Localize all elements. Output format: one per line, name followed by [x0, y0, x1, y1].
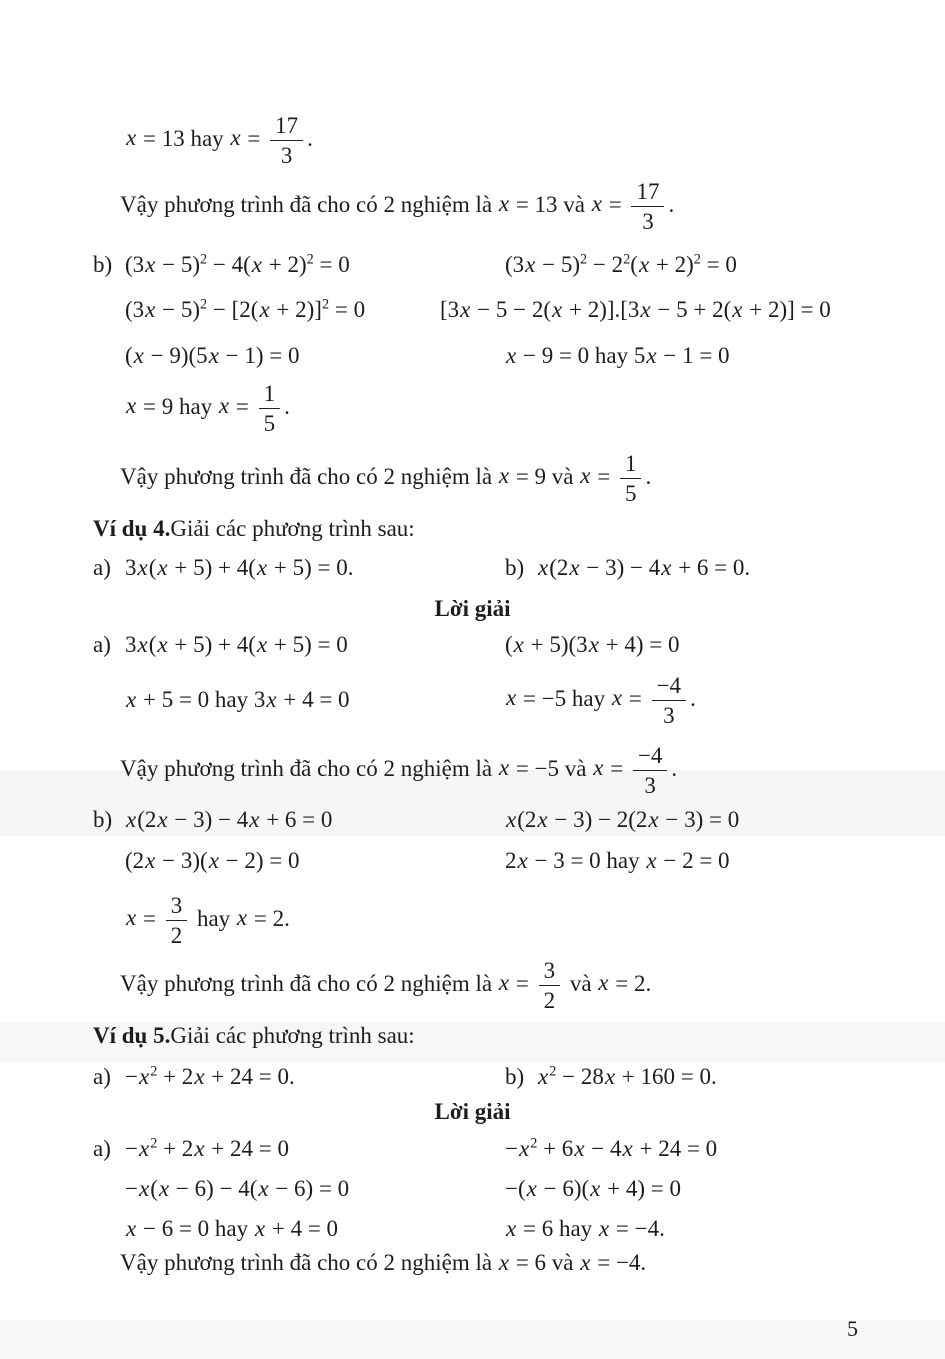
equation: (x − 9)(5x − 1) = 0: [125, 343, 300, 368]
math-line-roots: [93, 892, 935, 948]
equation: $-x^2 + 6x - 4x + 24 = 0$: [505, 1135, 718, 1161]
equation: x(2x − 3) − 4x + 6 = 0.: [538, 555, 751, 580]
equation: x = 6 hay x = −4.: [506, 1216, 665, 1241]
item-label: a): [93, 632, 111, 657]
solution-step-row: [93, 801, 935, 839]
item-label: b): [505, 555, 525, 580]
left-cell: [93, 1216, 505, 1242]
sentence: Vậy phương trình đã cho có 2 nghiệm là x = 9 và x = $\frac{1}{5}$ .: [120, 450, 652, 506]
page-number: 5: [847, 1316, 858, 1341]
equation: x(2x − 3) − 2(2x − 3) = 0: [506, 807, 740, 832]
scan-band: [0, 1320, 945, 1359]
solution-heading: [0, 594, 945, 624]
example-title-text: Giải các phương trình sau:: [170, 516, 415, 541]
solution-step-row: [93, 842, 935, 880]
left-cell: [93, 1136, 505, 1162]
equation: (x + 5)(3x + 4) = 0: [505, 632, 680, 657]
conclusion-sentence: [93, 178, 935, 234]
example5-questions: [93, 1060, 935, 1094]
example-title-text: Giải các phương trình sau:: [170, 1023, 415, 1048]
conclusion-sentence: [93, 450, 935, 506]
right-cell: [505, 632, 680, 658]
solution-step-row: [93, 291, 935, 329]
sentence: Vậy phương trình đã cho có 2 nghiệm là x = 6 và x = −4.: [120, 1250, 647, 1275]
sentence: Vậy phương trình đã cho có 2 nghiệm là x = −5 và x = $\frac{-4}{3}$ .: [120, 742, 678, 798]
equation: $(3x - 5)^2 - 2^2(x + 2)^2 = 0$: [505, 251, 737, 277]
left-cell: [93, 687, 505, 713]
equation: (2x − 3)(x − 2) = 0: [125, 848, 300, 873]
sentence: Vậy phương trình đã cho có 2 nghiệm là x = 13 và x = $\frac{17}{3}$ .: [120, 178, 675, 234]
right-cell: [505, 1216, 665, 1242]
item-label: b): [505, 1064, 525, 1089]
equation: $(3x - 5)^2 - 4(x + 2)^2 = 0$: [125, 251, 350, 277]
equation: x = −5 hay x = $\frac{-4}{3}$ .: [506, 672, 696, 728]
solution-step-row: [93, 1171, 935, 1207]
equation: x = 13 hay x = $\frac{17}{3}$ .: [126, 112, 313, 168]
solution-heading-text: Lời giải: [434, 1099, 511, 1124]
solution-heading-text: Lời giải: [434, 596, 511, 621]
example4-title: [93, 514, 935, 544]
equation: x(2x − 3) − 4x + 6 = 0: [126, 807, 333, 832]
solution-step-row: [93, 1211, 935, 1247]
equation: $(3x - 5)^2 - [2(x + 2)]^2 = 0$: [125, 296, 366, 322]
example-number: Ví dụ 5.: [93, 1023, 171, 1048]
solution-heading: [0, 1097, 945, 1127]
equation: x − 9 = 0 hay 5x − 1 = 0: [506, 343, 730, 368]
right-cell: [505, 1176, 681, 1202]
solution-step-row: [93, 672, 935, 728]
equation: [3x − 5 − 2(x + 2)].[3x − 5 + 2(x + 2)] = 0: [440, 297, 831, 322]
equation: 3x(x + 5) + 4(x + 5) = 0.: [125, 555, 354, 580]
left-cell: [93, 555, 505, 581]
solution-step-row: [93, 1131, 935, 1167]
item-label: a): [93, 1064, 111, 1089]
right-cell: [505, 252, 737, 278]
left-cell: [93, 297, 440, 323]
left-cell: [93, 848, 505, 874]
equation: $x^2 - 28x + 160 = 0$.: [538, 1063, 717, 1089]
left-cell: [93, 807, 505, 833]
equation: $-x^2 + 2x + 24 = 0$.: [125, 1063, 295, 1089]
right-cell: [505, 1136, 717, 1162]
conclusion-sentence: [93, 1246, 935, 1280]
equation: x = 9 hay x = $\frac{1}{5}$ .: [126, 380, 290, 436]
math-line-roots-13: [93, 112, 935, 168]
equation: 2x − 3 = 0 hay x − 2 = 0: [505, 848, 730, 873]
item-label: b): [93, 252, 113, 277]
item-label: b): [93, 807, 113, 832]
example5-title: [93, 1021, 935, 1051]
right-cell: [505, 1064, 717, 1090]
conclusion-sentence: [93, 957, 935, 1013]
right-cell: [505, 555, 750, 581]
left-cell: [93, 632, 505, 658]
conclusion-sentence: [93, 742, 935, 798]
equation: x + 5 = 0 hay 3x + 4 = 0: [126, 687, 350, 712]
solution-step-row: [93, 627, 935, 663]
equation: x = $\frac{3}{2}$ hay x = 2.: [126, 892, 290, 948]
left-cell: [93, 1064, 505, 1090]
equation: $-x^2 + 2x + 24 = 0$: [125, 1135, 289, 1161]
sentence: Vậy phương trình đã cho có 2 nghiệm là x = $\frac{3}{2}$ và x = 2.: [120, 957, 652, 1013]
example4-questions: [93, 551, 935, 585]
equation: 3x(x + 5) + 4(x + 5) = 0: [125, 632, 348, 657]
right-cell: [505, 673, 696, 728]
item-label: a): [93, 1136, 111, 1161]
right-cell: [505, 343, 730, 369]
left-cell: [93, 1176, 505, 1202]
math-line-roots: [93, 380, 935, 436]
right-cell: [440, 297, 831, 323]
equation: −(x − 6)(x + 4) = 0: [505, 1176, 681, 1201]
equation: −x(x − 6) − 4(x − 6) = 0: [125, 1176, 350, 1201]
left-cell: [93, 343, 505, 369]
left-cell: [93, 252, 505, 278]
right-cell: [505, 848, 730, 874]
item-label: a): [93, 555, 111, 580]
right-cell: [505, 807, 739, 833]
solution-step-row: [93, 337, 935, 375]
equation: x − 6 = 0 hay x + 4 = 0: [126, 1216, 339, 1241]
example-number: Ví dụ 4.: [93, 516, 171, 541]
solution-step-row: [93, 246, 935, 284]
